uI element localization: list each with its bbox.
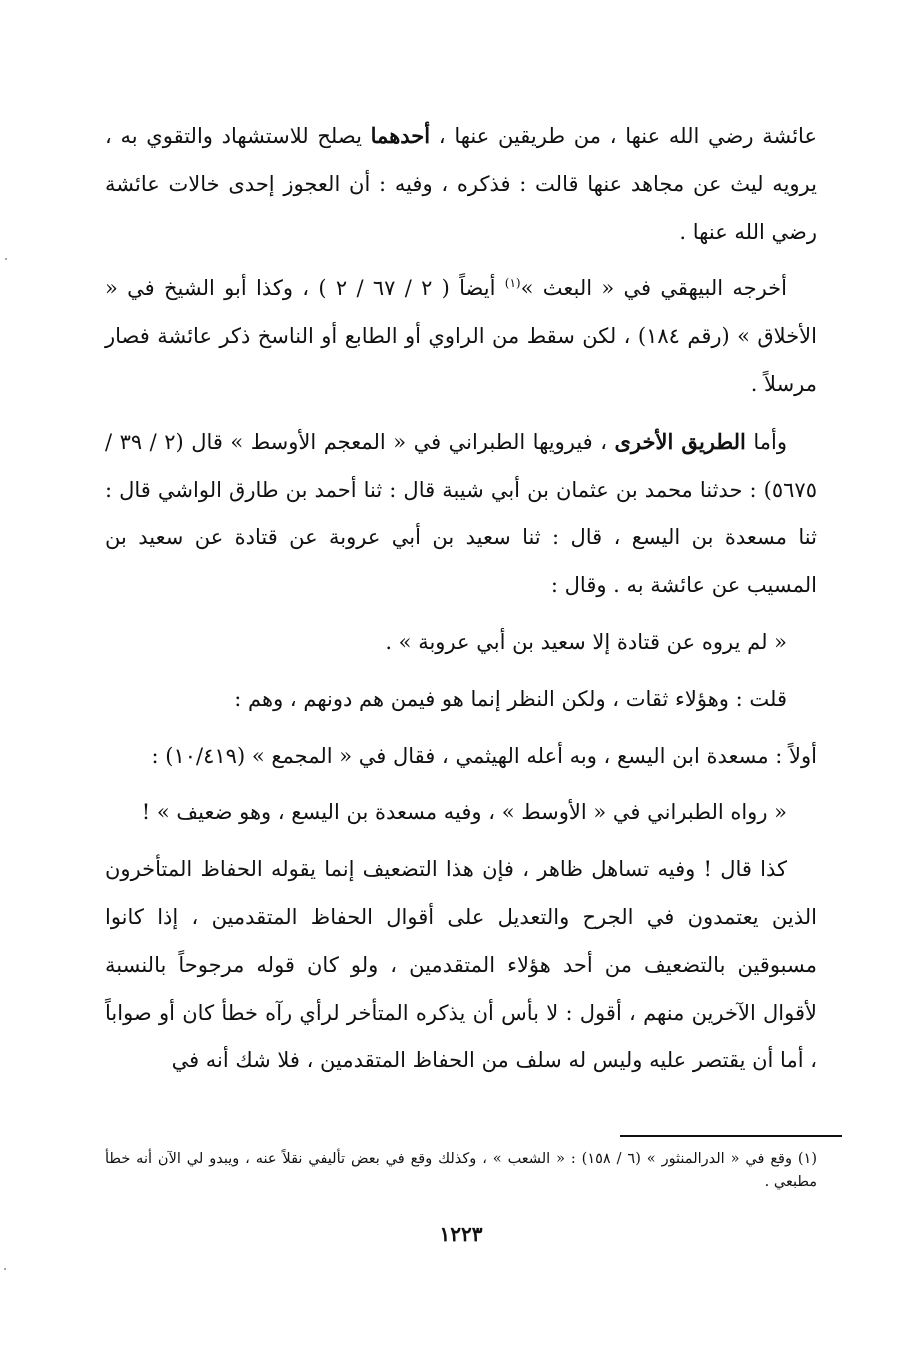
- main-text: [105, 112, 817, 1085]
- p3-text-1: وأما: [745, 429, 787, 454]
- footnote-1: (١) وقع في « الدرالمنثور » (٦ / ١٥٨) : « الشعب » ، وكذلك وقع في بعض تأليفي نقلاً عنه ، ويبدو لي الآن أنه خطأ مطبعي .: [105, 1151, 817, 1190]
- scan-speck: [4, 1268, 6, 1270]
- footnote-divider: [620, 1135, 842, 1137]
- scan-speck: [5, 258, 7, 260]
- p1-bold-1: أحدهما: [370, 123, 431, 148]
- paragraph-1: [105, 112, 817, 256]
- footnotes: [105, 1148, 817, 1194]
- p3-bold-1: الطريق الأخرى: [614, 428, 746, 454]
- footnote-marker[interactable]: (١): [504, 276, 521, 291]
- p3-text-2: ، فيرويها الطبراني في « المعجم الأوسط » قال (٢ / ٣٩ / ٥٦٧٥) : حدثنا محمد بن عثمان بن أبي شيبة قال : ثنا أحمد بن طارق الواشي قال : ثنا مسعدة بن اليسع ، قال : ثنا سعيد بن أبي عروبة عن قتادة عن سعيد بن المسيب عن عائشة به . وقال :: [105, 429, 817, 598]
- p1-text-2: يصلح للاستشهاد والتقوي به ، يرويه ليث عن مجاهد عنها قالت : فذكره ، وفيه : أن العجوز إحدى خالات عائشة رضي الله عنها .: [105, 124, 817, 244]
- p2-text-1: أخرجه البيهقي في « البعث »: [520, 276, 787, 301]
- paragraph-3: [105, 418, 817, 610]
- paragraph-2: [105, 265, 817, 408]
- page-number: ١٢٢٣: [439, 1222, 483, 1246]
- paragraph-6: أولاً : مسعدة ابن اليسع ، وبه أعله الهيثمي ، فقال في « المجمع » (١٠/٤١٩) :: [151, 743, 817, 768]
- p1-text-1: عائشة رضي الله عنها ، من طريقين عنها ،: [430, 124, 817, 148]
- paragraph-7-quote: « رواه الطبراني في « الأوسط » ، وفيه مسعدة بن اليسع ، وهو ضعيف » !: [141, 800, 787, 825]
- paragraph-5: قلت : وهؤلاء ثقات ، ولكن النظر إنما هو فيمن هم دونهم ، وهم :: [234, 686, 787, 711]
- paragraph-4-quote: « لم يروه عن قتادة إلا سعيد بن أبي عروبة » .: [385, 629, 787, 654]
- paragraph-8: كذا قال ! وفيه تساهل ظاهر ، فإن هذا التضعيف إنما يقوله الحفاظ المتأخرون الذين يعتمدون في الجرح والتعديل على أقوال الحفاظ المتقدمين ، إذا كانوا مسبوقين بالتضعيف من أحد هؤلاء المتقدمين ، ولو كان قوله مرجوحاً بالنسبة لأقوال الآخرين منهم ، أقول : لا بأس أن يذكره المتأخر لرأي رآه خطأ كان أو صواباً ، أما أن يقتصر عليه وليس له سلف من الحفاظ المتقدمين ، فلا شك أنه في: [105, 857, 817, 1073]
- p2-text-2: أيضاً ( ٢ / ٦٧ / ٢ ) ، وكذا أبو الشيخ في « الأخلاق » (رقم ١٨٤) ، لكن سقط من الراوي أو الطابع أو الناسخ ذكر عائشة فصار مرسلاً .: [105, 276, 817, 396]
